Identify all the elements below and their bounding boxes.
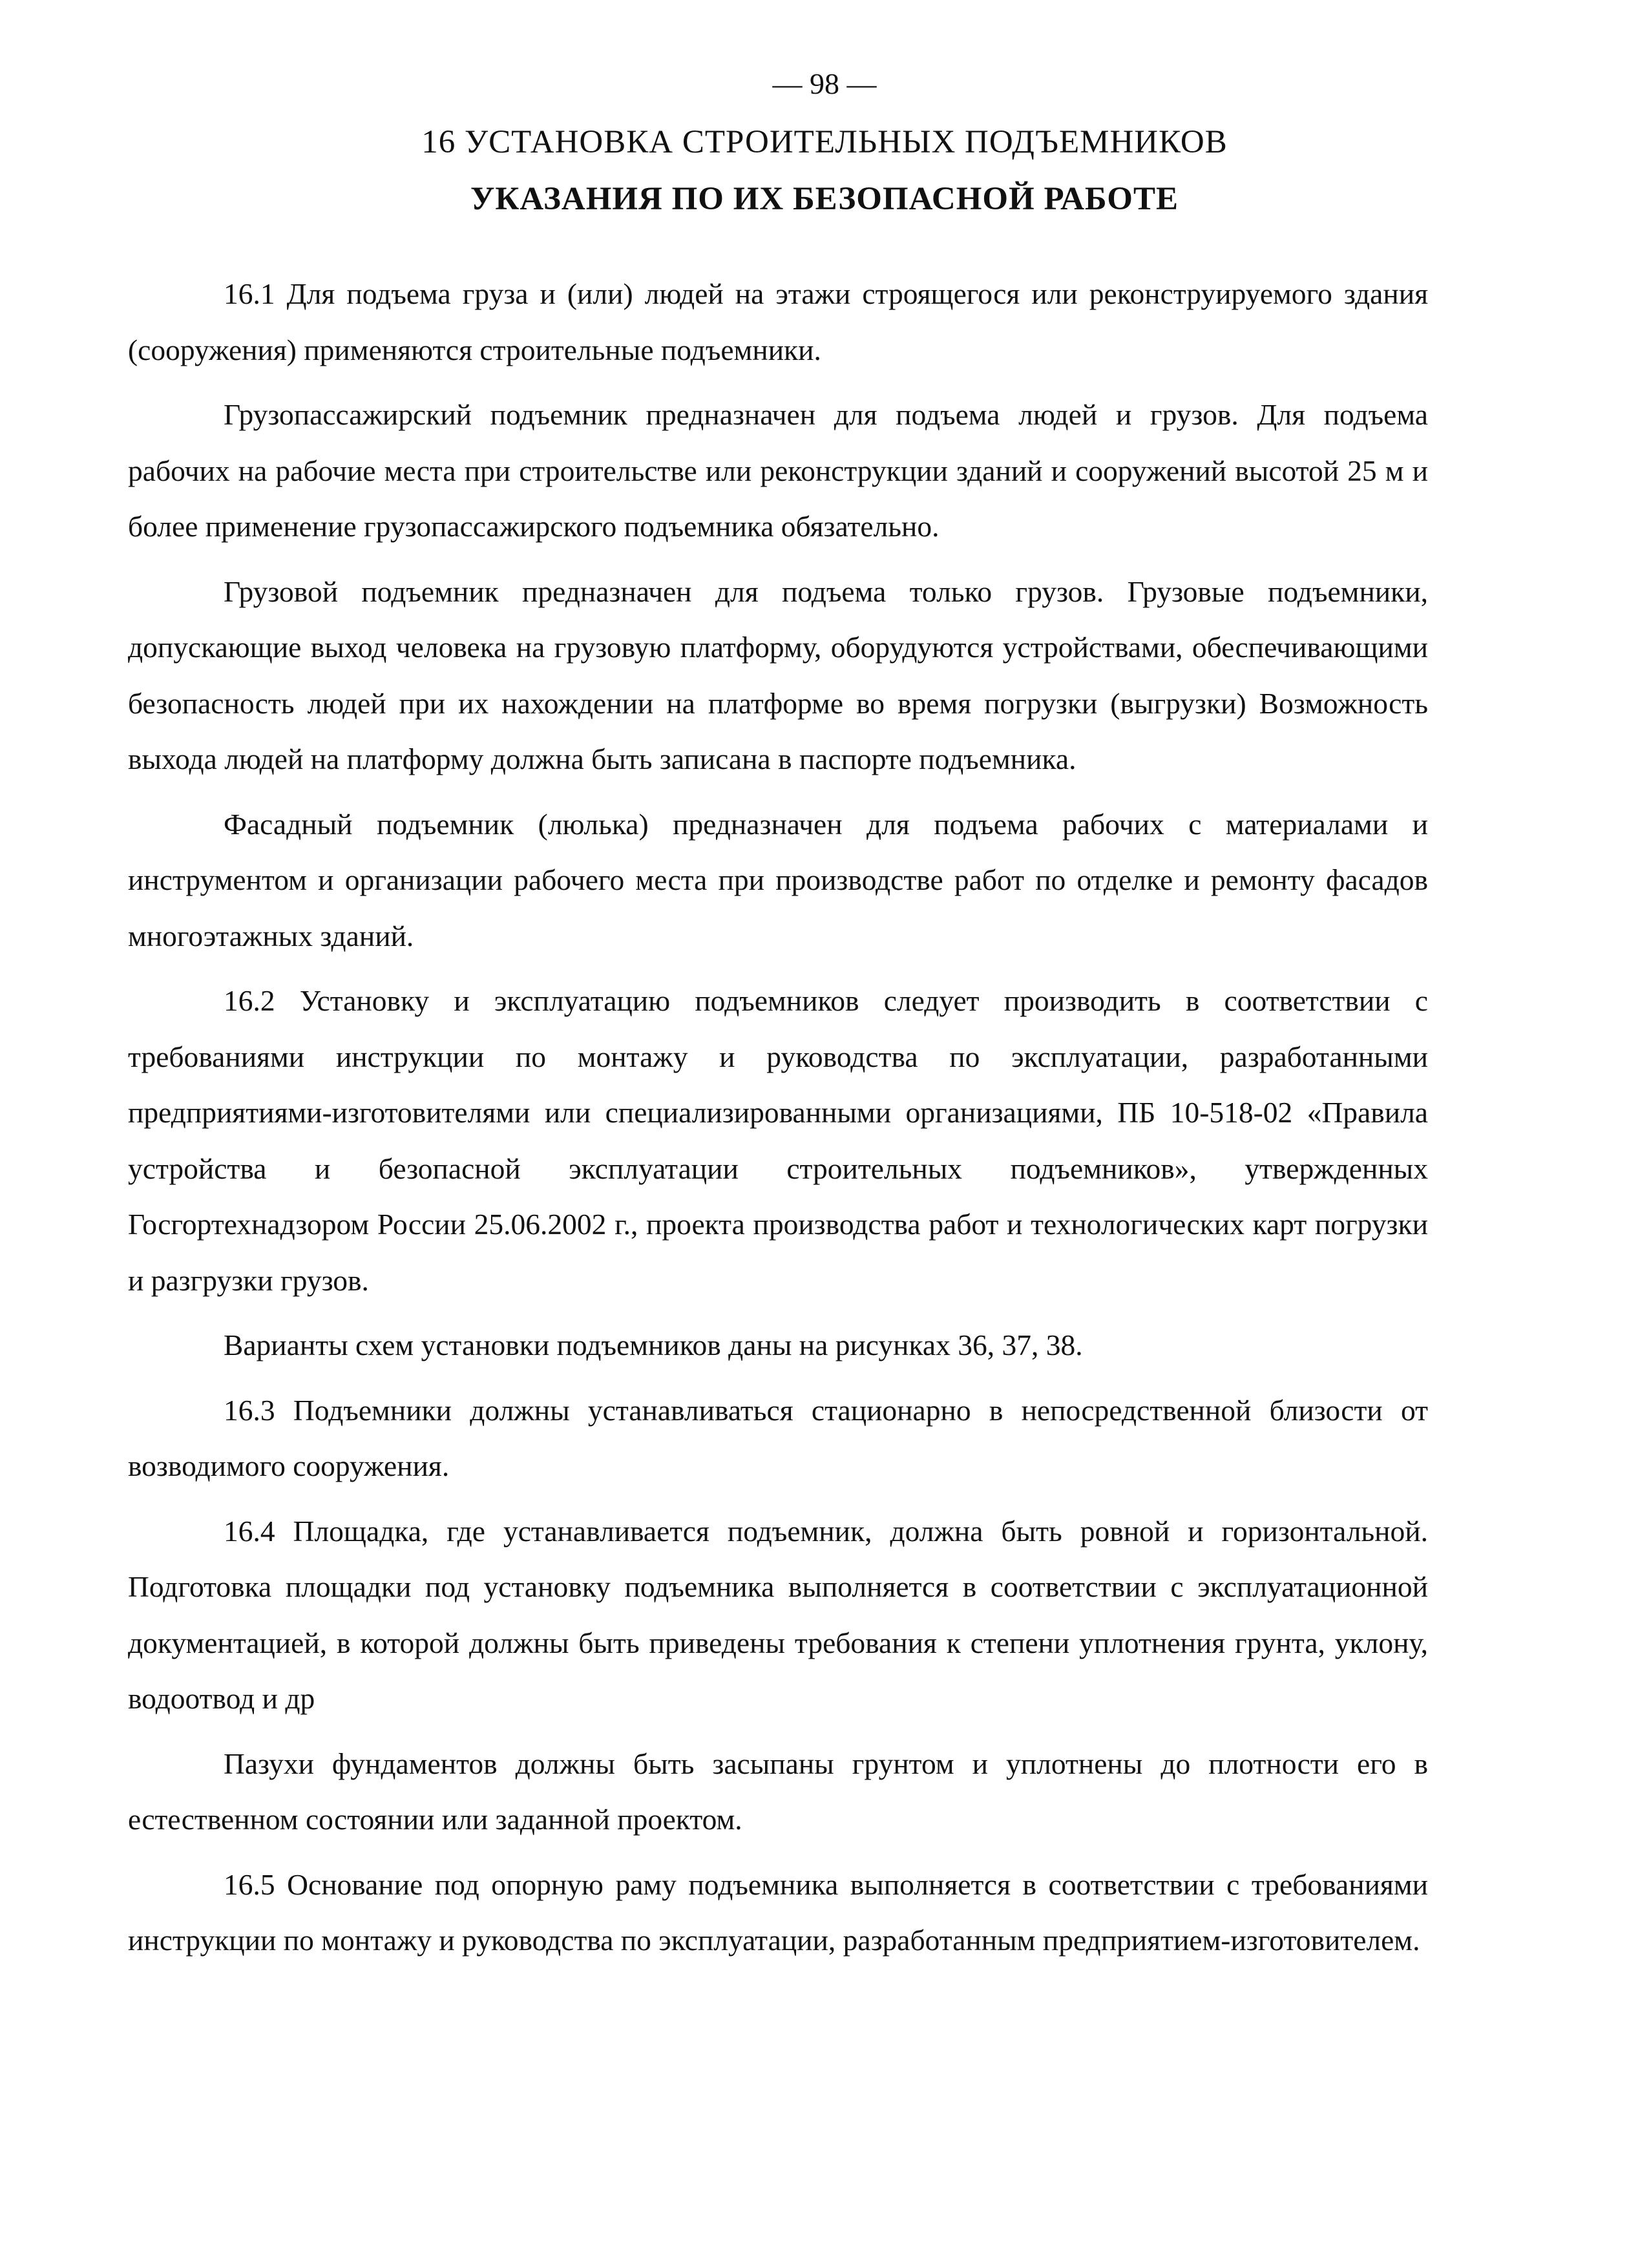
paragraph-16-5: 16.5 Основание под опорную раму подъемника выполняется в соответствии с требованиями инструкции по монтажу и руководства по эксплуатации, разработанным предприятием-изготовителем. (128, 1867, 1428, 1957)
page-number: — 98 — (772, 67, 877, 100)
paragraph-16-4: 16.4 Площадка, где устанавливается подъемник, должна быть ровной и горизонтальной. Подготовка площадки под установку подъемника выполняется в соответствии с эксплуатационной документацией, в которой должны быть приведены требования к степени уплотнения грунта, уклону, водоотвод и др (128, 1514, 1428, 1715)
section-title: 16 УСТАНОВКА СТРОИТЕЛЬНЫХ ПОДЪЕМНИКОВ (421, 124, 1228, 160)
section-subtitle: УКАЗАНИЯ ПО ИХ БЕЗОПАСНОЙ РАБОТЕ (470, 181, 1179, 217)
paragraph-foundations: Пазухи фундаментов должны быть засыпаны грунтом и уплотнены до плотности его в естественном состоянии или заданной проектом. (128, 1747, 1428, 1836)
paragraph-16-3: 16.3 Подъемники должны устанавливаться стационарно в непосредственной близости от возводимого сооружения. (128, 1393, 1428, 1482)
body-text (128, 266, 1428, 1969)
paragraph-facade-hoist: Фасадный подъемник (люлька) предназначен для подъема рабочих с материалами и инструментом и организации рабочего места при производстве работ по отделке и ремонту фасадов многоэтажных зданий. (128, 807, 1428, 952)
paragraph-passenger-hoist: Грузопассажирский подъемник предназначен для подъема людей и грузов. Для подъема рабочих на рабочие места при строительстве или реконструкции зданий и сооружений высотой 25 м и более применение грузопассажирского подъемника обязательно. (128, 398, 1428, 543)
paragraph-cargo-hoist: Грузовой подъемник предназначен для подъема только грузов. Грузовые подъемники, допускающие выход человека на грузовую платформу, оборудуются устройствами, обеспечивающими безопасность людей при их нахождении на платформе во время погрузки (выгрузки) Возможность выхода людей на платформу должна быть записана в паспорте подъемника. (128, 574, 1428, 775)
paragraph-16-2: 16.2 Установку и эксплуатацию подъемников следует производить в соответствии с требованиями инструкции по монтажу и руководства по эксплуатации, разработанными предприятиями-изготовителями или специализированными организациями, ПБ 10-518-02 «Правила устройства и безопасной эксплуатации строительных подъемников», утвержденных Госгортехнадзором России 25.06.2002 г., проекта производства работ и технологических карт погрузки и разгрузки грузов. (128, 984, 1428, 1297)
paragraph-schemes: Варианты схем установки подъемников даны на рисунках 36, 37, 38. (224, 1328, 1083, 1361)
paragraph-16-1: 16.1 Для подъема груза и (или) людей на этажи строящегося или реконструируемого здания (сооружения) применяются строительные подъемники. (128, 277, 1428, 366)
